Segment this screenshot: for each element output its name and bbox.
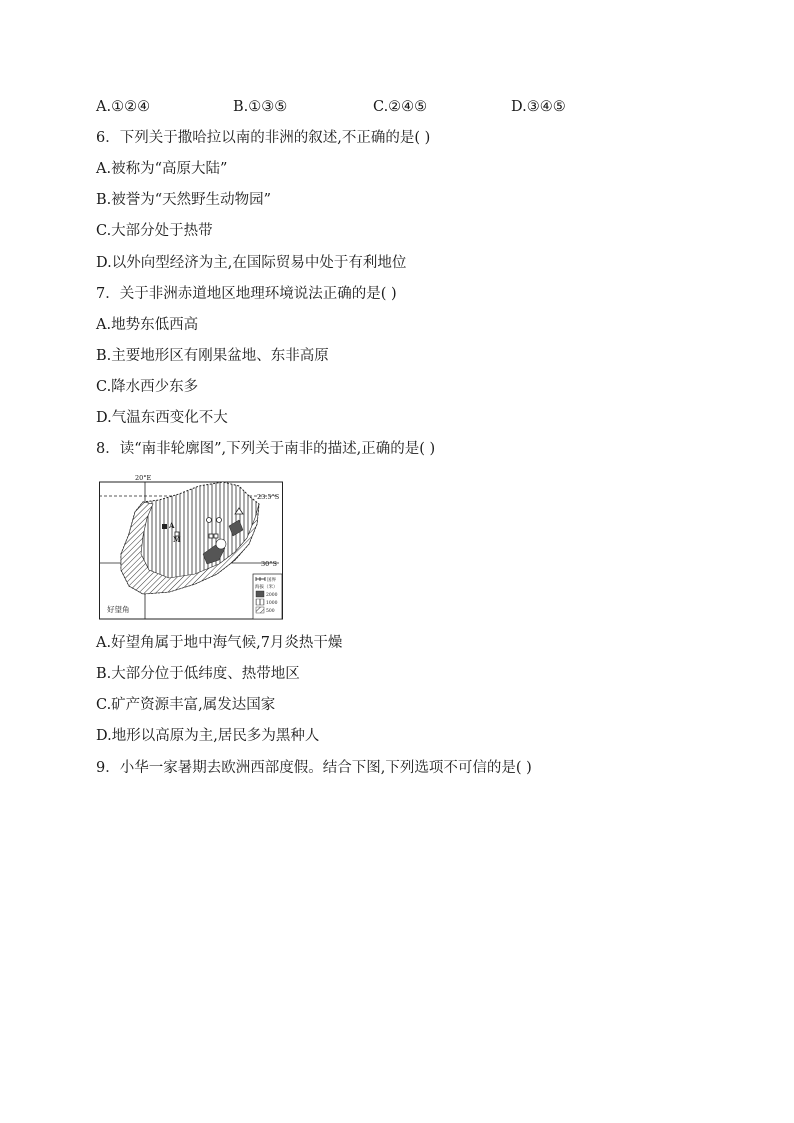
q5-option-c: C.②④⑤ — [373, 99, 428, 115]
legend-value-500: 500 — [266, 609, 275, 614]
q5-option-b: B.①③⑤ — [233, 99, 288, 115]
legend-swatch-500 — [256, 607, 264, 613]
map-symbol — [207, 518, 212, 523]
legend-value-2000: 2000 — [266, 593, 278, 598]
q6-option-c: C.大部分处于热带 — [96, 223, 213, 239]
q8-option-b: B.大部分位于低纬度、热带地区 — [96, 666, 300, 682]
map-symbol — [209, 534, 213, 538]
q6-option-b: B.被誉为“天然野生动物园” — [96, 192, 272, 208]
q9-stem: 9．小华一家暑期去欧洲西部度假。结合下图,下列选项不可信的是( ) — [96, 760, 532, 776]
q7-option-b: B.主要地形区有刚果盆地、东非高原 — [96, 348, 329, 364]
q8-option-d: D.地形以高原为主,居民多为黑种人 — [96, 728, 320, 744]
map-symbol — [214, 534, 218, 538]
q8-stem: 8．读“南非轮廓图”,下列关于南非的描述,正确的是( ) — [96, 441, 436, 457]
lon-label: 20°E — [135, 474, 152, 482]
map-point-label: M — [173, 535, 181, 544]
q7-option-c: C.降水西少东多 — [96, 379, 199, 395]
map-symbol — [162, 524, 167, 529]
q7-option-a: A.地势东低西高 — [96, 317, 199, 333]
legend-swatch-2000 — [256, 591, 264, 597]
lat-label-30: 30°S — [261, 560, 277, 568]
legend-value-1000: 1000 — [266, 601, 278, 606]
q7-stem: 7．关于非洲赤道地区地理环境说法正确的是( ) — [96, 286, 397, 302]
q5-option-d: D.③④⑤ — [511, 99, 566, 115]
map-symbol — [217, 518, 222, 523]
q6-stem: 6．下列关于撒哈拉以南的非洲的叙述,不正确的是( ) — [96, 130, 431, 146]
legend-subtitle: 海拔（米） — [255, 585, 278, 590]
map-point-label: A — [169, 521, 175, 530]
enclave — [216, 539, 226, 549]
south-africa-map — [99, 474, 283, 620]
legend-swatch-1000 — [256, 599, 264, 605]
q7-option-d: D.气温东西变化不大 — [96, 410, 228, 426]
cape-label: 好望角 — [107, 605, 130, 614]
q8-option-c: C.矿产资源丰富,属发达国家 — [96, 697, 276, 713]
q6-option-a: A.被称为“高原大陆” — [96, 161, 228, 177]
q8-option-a: A.好望角属于地中海气候,7月炎热干燥 — [96, 635, 343, 651]
q5-option-a: A.①②④ — [96, 99, 151, 115]
legend-title: 国界 — [267, 578, 276, 583]
q5-options-row — [96, 97, 696, 117]
q6-option-d: D.以外向型经济为主,在国际贸易中处于有利地位 — [96, 255, 407, 271]
lat-label-23-5: 23.5°S — [257, 493, 280, 501]
